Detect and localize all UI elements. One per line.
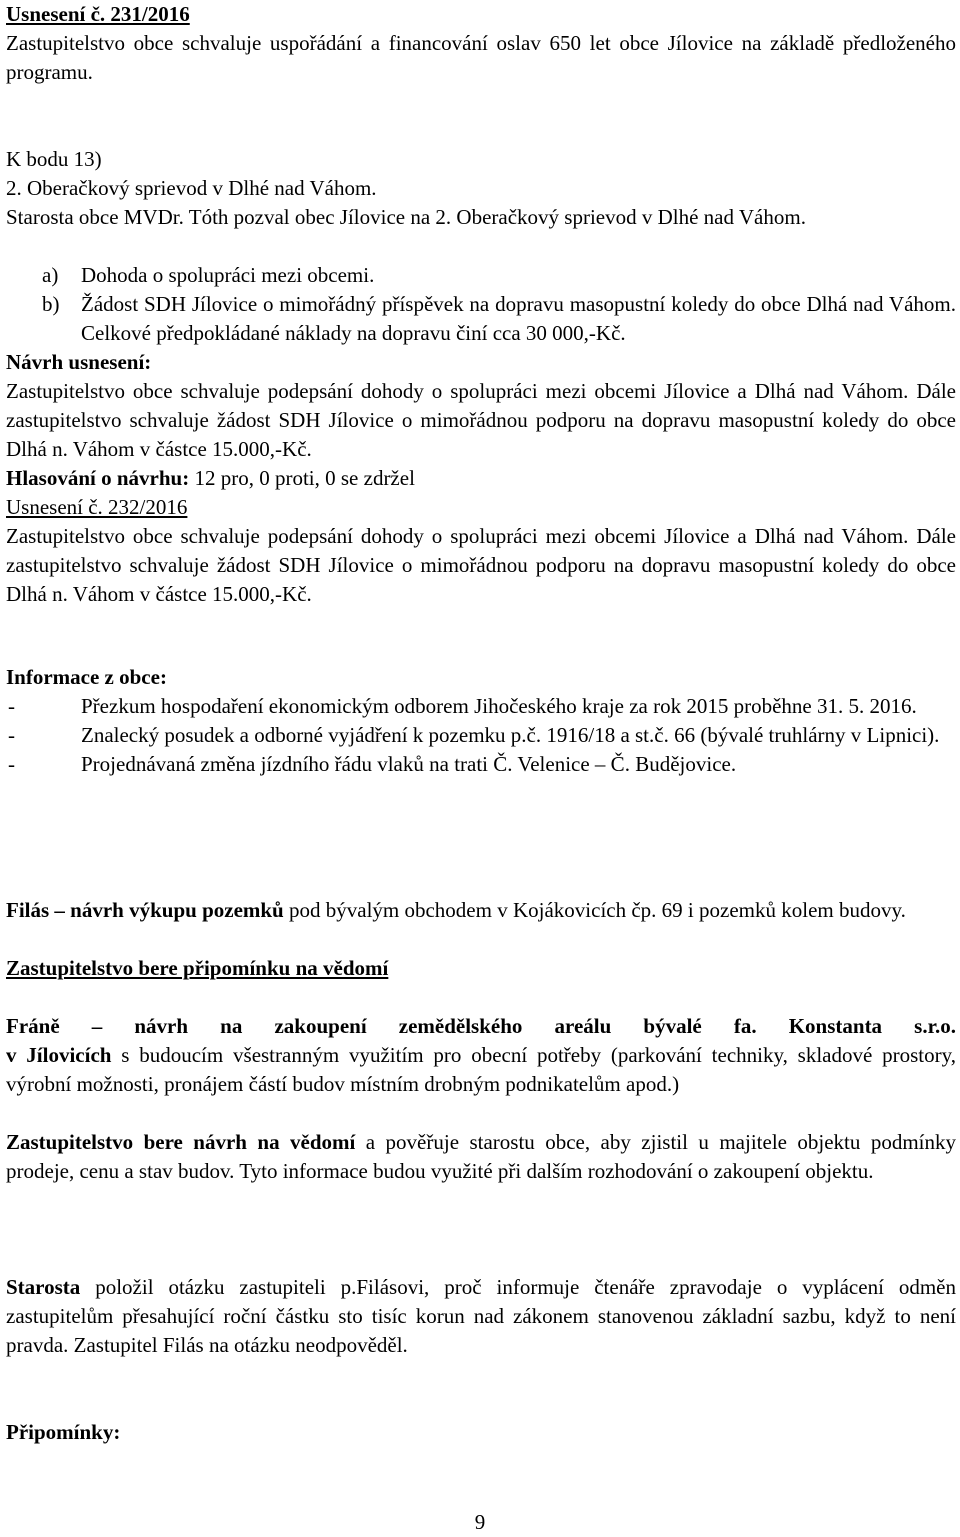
frane-place: v Jílovicích bbox=[6, 1043, 112, 1067]
info-item: - Přezkum hospodaření ekonomickým odborem Jihočeského kraje za rok 2015 proběhne 31. 5. 2016. bbox=[8, 694, 917, 718]
starosta-bold: Starosta bbox=[6, 1275, 81, 1299]
frane-note bbox=[6, 1128, 956, 1186]
agenda-item-13-intro: Starosta obce MVDr. Tóth pozval obec Jílovice na 2. Oberačkový sprievod v Dlhé nad Váhom. bbox=[6, 205, 806, 229]
info-heading: Informace z obce: bbox=[6, 665, 167, 689]
info-item: - Znalecký posudek a odborné vyjádření k pozemku p.č. 1916/18 a st.č. 66 (bývalé truhlárny v Lipnici). bbox=[8, 723, 940, 747]
vote-line bbox=[6, 464, 415, 493]
frane-note-bold: Zastupitelstvo bere návrh na vědomí bbox=[6, 1130, 356, 1154]
vote-result: 12 pro, 0 proti, 0 se zdržel bbox=[189, 466, 415, 490]
frane-note-text: a pověřuje starostu obce, aby zjistil u majitele objektu podmínky prodeje, cenu a stav budov. Tyto informace budou využité při dalším rozhodování o zakoupení objektu. bbox=[6, 1130, 956, 1183]
pripominky-heading: Připomínky: bbox=[6, 1420, 121, 1444]
starosta-text: položil otázku zastupiteli p.Filásovi, proč informuje čtenáře zpravodaje o vyplácení odměn zastupitelům přesahující roční částku sto tisíc korun nad zákonem stanovenou základní sazbu, když to není pravda. Zastupitel Filás na otázku neodpověděl. bbox=[6, 1275, 956, 1357]
list-item-a bbox=[6, 261, 956, 290]
resolution-231-text: Zastupitelstvo obce schvaluje uspořádání a financování oslav 650 let obce Jílovice na základě předloženého programu. bbox=[6, 31, 956, 84]
filas-bold: Filás – návrh výkupu pozemků bbox=[6, 898, 284, 922]
vote-label: Hlasování o návrhu: bbox=[6, 466, 190, 490]
filas-text: pod bývalým obchodem v Kojákovicích čp. 69 i pozemků kolem budovy. bbox=[283, 898, 906, 922]
agenda-item-13-heading: K bodu 13) bbox=[6, 147, 102, 171]
list-text-a: Dohoda o spolupráci mezi obcemi. bbox=[81, 263, 375, 287]
frane-heading: Fráně – návrh na zakoupení zemědělského areálu bývalé fa. Konstanta s.r.o. bbox=[6, 1014, 956, 1038]
page-number: 9 bbox=[474, 1510, 486, 1534]
list-text-b: Žádost SDH Jílovice o mimořádný příspěvek na dopravu masopustní koledy do obce Dlhá nad Váhom. Celkové předpokládané náklady na dopravu činí cca 30 000,-Kč. bbox=[81, 292, 956, 345]
agenda-item-13-subtitle: 2. Oberačkový sprievod v Dlhé nad Váhom. bbox=[6, 176, 377, 200]
list-item-b bbox=[6, 290, 956, 348]
starosta-paragraph bbox=[6, 1273, 956, 1360]
resolution-232-title: Usnesení č. 232/2016 bbox=[6, 495, 188, 519]
agenda-item-13-list bbox=[6, 261, 956, 348]
filas-note: Zastupitelstvo bere připomínku na vědomí bbox=[6, 956, 389, 980]
info-item: - Projednávaná změna jízdního řádu vlaků na trati Č. Velenice – Č. Budějovice. bbox=[8, 752, 737, 776]
list-label-b: b) bbox=[42, 292, 60, 316]
resolution-231-title: Usnesení č. 231/2016 bbox=[6, 2, 190, 26]
frane-text: s budoucím všestranným využitím pro obecní potřeby (parkování techniky, skladové prostory, výrobní možnosti, pronájem částí budov místním drobným podnikatelům apod.) bbox=[6, 1043, 956, 1096]
filas-paragraph bbox=[6, 896, 956, 925]
proposal-text: Zastupitelstvo obce schvaluje podepsání dohody o spolupráci mezi obcemi Jílovice a Dlhá nad Váhom. Dále zastupitelstvo schvaluje žádost SDH Jílovice o mimořádnou podporu na dopravu masopustní koledy do obce Dlhá n. Váhom v částce 15.000,-Kč. bbox=[6, 379, 956, 461]
proposal-label: Návrh usnesení: bbox=[6, 350, 152, 374]
info-list bbox=[6, 692, 956, 779]
resolution-232-text: Zastupitelstvo obce schvaluje podepsání dohody o spolupráci mezi obcemi Jílovice a Dlhá nad Váhom. Dále zastupitelstvo schvaluje žádost SDH Jílovice o mimořádnou podporu na dopravu masopustní koledy do obce Dlhá n. Váhom v částce 15.000,-Kč. bbox=[6, 524, 956, 606]
frane-paragraph bbox=[6, 1041, 956, 1099]
list-label-a: a) bbox=[42, 263, 59, 287]
